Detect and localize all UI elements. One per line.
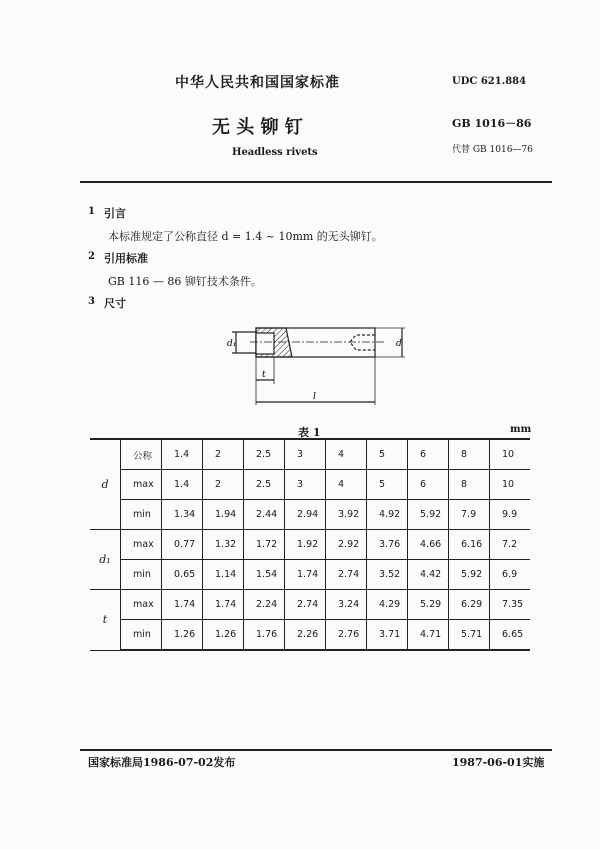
section-1-num: 1 [88, 206, 95, 217]
table-cell: 7.9 [449, 500, 490, 530]
table-cell: 7.2 [490, 530, 531, 560]
table-cell: 6 [408, 470, 449, 500]
table-row [90, 590, 530, 620]
issue-date: 国家标准局1986-07-02发布 [88, 756, 236, 769]
footer-rule [80, 749, 552, 751]
row-label: min [121, 500, 162, 530]
table-row [90, 620, 530, 651]
table-cell: 2.94 [285, 500, 326, 530]
section-3-title: 尺寸 [104, 297, 126, 310]
section-1-title: 引言 [104, 207, 126, 220]
table-cell: 7.35 [490, 590, 531, 620]
l-label: l [313, 392, 316, 402]
d-label: d [396, 339, 402, 349]
table-row [90, 530, 530, 560]
table-cell: 6.9 [490, 560, 531, 590]
replaces-note: 代替 GB 1016—76 [452, 145, 533, 155]
table-cell: 4.66 [408, 530, 449, 560]
table-cell: 2.5 [244, 439, 285, 470]
section-1-body: 本标准规定了公称直径 d = 1.4 ~ 10mm 的无头铆钉。 [108, 230, 383, 243]
row-label: 公称 [121, 439, 162, 470]
table-row [90, 560, 530, 590]
table-cell: 3.52 [367, 560, 408, 590]
table-cell: 3.92 [326, 500, 367, 530]
table-cell: 1.74 [285, 560, 326, 590]
table-row [90, 500, 530, 530]
table-cell: 9.9 [490, 500, 531, 530]
table-cell: 1.32 [203, 530, 244, 560]
table-cell: 3 [285, 439, 326, 470]
table-cell: 4.42 [408, 560, 449, 590]
table-cell: 1.72 [244, 530, 285, 560]
table-cell: 1.92 [285, 530, 326, 560]
table-caption: 表 1 [298, 426, 321, 439]
table-cell: 5 [367, 439, 408, 470]
table-cell: 2.92 [326, 530, 367, 560]
table-row [90, 439, 530, 470]
table-cell: 3.24 [326, 590, 367, 620]
table-cell: 4 [326, 470, 367, 500]
table-cell: 3 [285, 470, 326, 500]
table-cell: 8 [449, 439, 490, 470]
table-cell: 1.14 [203, 560, 244, 590]
table-cell: 6.65 [490, 620, 531, 651]
effective-date: 1987-06-01实施 [452, 756, 545, 769]
row-label: max [121, 470, 162, 500]
table-cell: 2.24 [244, 590, 285, 620]
table-cell: 4.71 [408, 620, 449, 651]
table-cell: 4.92 [367, 500, 408, 530]
table-cell: 1.26 [203, 620, 244, 651]
table-cell: 1.4 [162, 439, 203, 470]
table-cell: 0.65 [162, 560, 203, 590]
table-cell: 3.71 [367, 620, 408, 651]
table-cell: 2.44 [244, 500, 285, 530]
gb-code: GB 1016－86 [452, 117, 532, 130]
table-cell: 2.74 [285, 590, 326, 620]
section-3-num: 3 [88, 296, 95, 307]
table-cell: 2.5 [244, 470, 285, 500]
doc-subtitle: Headless rivets [232, 147, 318, 158]
table-cell: 10 [490, 439, 531, 470]
table-cell: 2 [203, 439, 244, 470]
table-cell: 10 [490, 470, 531, 500]
row-label: max [121, 530, 162, 560]
table-row [90, 470, 530, 500]
table-cell: 2.74 [326, 560, 367, 590]
table-cell: 4 [326, 439, 367, 470]
udc-code: UDC 621.884 [452, 76, 527, 87]
table-cell: 2.76 [326, 620, 367, 651]
section-2-title: 引用标准 [104, 252, 148, 265]
table-cell: 6.16 [449, 530, 490, 560]
table-cell: 4.29 [367, 590, 408, 620]
table-cell: 2.26 [285, 620, 326, 651]
table-cell: 5.29 [408, 590, 449, 620]
table-cell: 1.76 [244, 620, 285, 651]
table-cell: 1.26 [162, 620, 203, 651]
group-symbol: t [90, 590, 121, 651]
table-cell: 1.94 [203, 500, 244, 530]
group-symbol: d [90, 439, 121, 530]
table-cell: 5.71 [449, 620, 490, 651]
table-cell: 1.74 [203, 590, 244, 620]
dimensions-table [90, 438, 530, 651]
table-cell: 1.74 [162, 590, 203, 620]
org-name: 中华人民共和国国家标准 [175, 75, 340, 91]
table-cell: 1.54 [244, 560, 285, 590]
table-cell: 1.34 [162, 500, 203, 530]
table-cell: 0.77 [162, 530, 203, 560]
section-2-body: GB 116 — 86 铆钉技术条件。 [108, 275, 262, 288]
table-cell: 1.4 [162, 470, 203, 500]
table-cell: 6 [408, 439, 449, 470]
table-cell: 2 [203, 470, 244, 500]
group-symbol: d₁ [90, 530, 121, 590]
doc-title: 无 头 铆 钉 [212, 117, 303, 138]
section-2-num: 2 [88, 251, 95, 262]
table-cell: 5 [367, 470, 408, 500]
table-cell: 8 [449, 470, 490, 500]
table-cell: 3.76 [367, 530, 408, 560]
table-cell: 5.92 [449, 560, 490, 590]
row-label: max [121, 590, 162, 620]
row-label: min [121, 560, 162, 590]
d1-label: d₁ [227, 339, 237, 349]
table-unit: mm [510, 424, 532, 435]
table-cell: 5.92 [408, 500, 449, 530]
t-label: t [262, 370, 266, 380]
table-cell: 6.29 [449, 590, 490, 620]
row-label: min [121, 620, 162, 651]
